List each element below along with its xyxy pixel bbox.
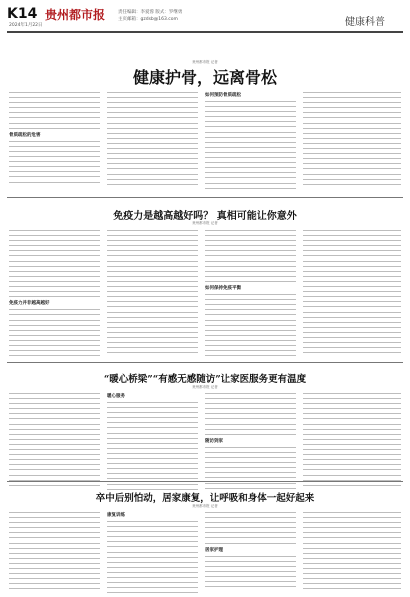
newspaper-logo: 贵州都市报 bbox=[45, 8, 106, 22]
article-2-col-1 bbox=[9, 230, 100, 360]
article-2-col-3 bbox=[205, 230, 296, 360]
article-4-col-4 bbox=[303, 512, 401, 594]
article-3-subhead-2: 随访到家 bbox=[205, 438, 223, 444]
page-header bbox=[0, 0, 410, 40]
article-1-subhead-2: 如何预防骨质疏松 bbox=[205, 93, 241, 98]
article-2-col-4 bbox=[303, 230, 401, 357]
article-4-subhead-2: 居家护理 bbox=[205, 547, 223, 553]
email-line: 主页邮箱：gzdsb@163.com bbox=[118, 17, 178, 22]
article-3-byline: 贵州都市报 记者 bbox=[192, 385, 218, 389]
article-1-col-2 bbox=[107, 92, 198, 189]
article-4-col-3 bbox=[205, 512, 296, 591]
article-3-subhead-1: 暖心服务 bbox=[107, 394, 125, 399]
article-2-title: 免疫力是越高越好吗？ 真相可能让你意外 bbox=[113, 211, 297, 222]
article-4-col-2 bbox=[107, 512, 198, 597]
article-2-byline: 贵州都市报 记者 bbox=[192, 221, 218, 225]
article-3-col-4 bbox=[303, 393, 401, 490]
article-2-subhead-1: 免疫力并非越高越好 bbox=[9, 301, 50, 307]
date-line: 2024年1月22日 bbox=[9, 23, 43, 28]
article-1-col-4 bbox=[303, 92, 401, 189]
article-2-col-2 bbox=[107, 230, 198, 357]
article-1-byline: 贵州都市报 记者 bbox=[192, 60, 218, 64]
article-1-subhead-1: 骨质疏松的危害 bbox=[9, 132, 41, 138]
article-4-byline: 贵州都市报 记者 bbox=[192, 504, 218, 508]
page-number: K14 bbox=[7, 6, 38, 22]
article-3-title: “暖心桥梁”“有感无感随访”让家医服务更有温度 bbox=[103, 374, 307, 385]
article-1-title: 健康护骨，远离骨松 bbox=[132, 68, 277, 87]
article-4-title: 卒中后别怕动，居家康复，让呼吸和身体一起好起来 bbox=[95, 493, 315, 504]
editor-info bbox=[118, 9, 182, 23]
separator-2 bbox=[7, 362, 403, 363]
separator-3 bbox=[7, 481, 403, 482]
article-3-col-3 bbox=[205, 393, 296, 493]
separator-1 bbox=[7, 197, 403, 198]
section-title: 健康科普 bbox=[345, 17, 385, 28]
article-1-col-3 bbox=[205, 92, 296, 193]
article-3-col-1 bbox=[9, 393, 100, 490]
article-4-col-1 bbox=[9, 512, 100, 594]
article-1-col-1 bbox=[9, 92, 100, 187]
header-rule bbox=[7, 31, 403, 33]
article-3-col-2 bbox=[107, 393, 198, 494]
article-4-subhead-1: 康复训练 bbox=[107, 513, 125, 518]
article-2-subhead-2: 如何保持免疫平衡 bbox=[205, 286, 241, 292]
editor-line: 责任编辑：李爱蓉 版式：罗继勇 bbox=[118, 10, 183, 15]
